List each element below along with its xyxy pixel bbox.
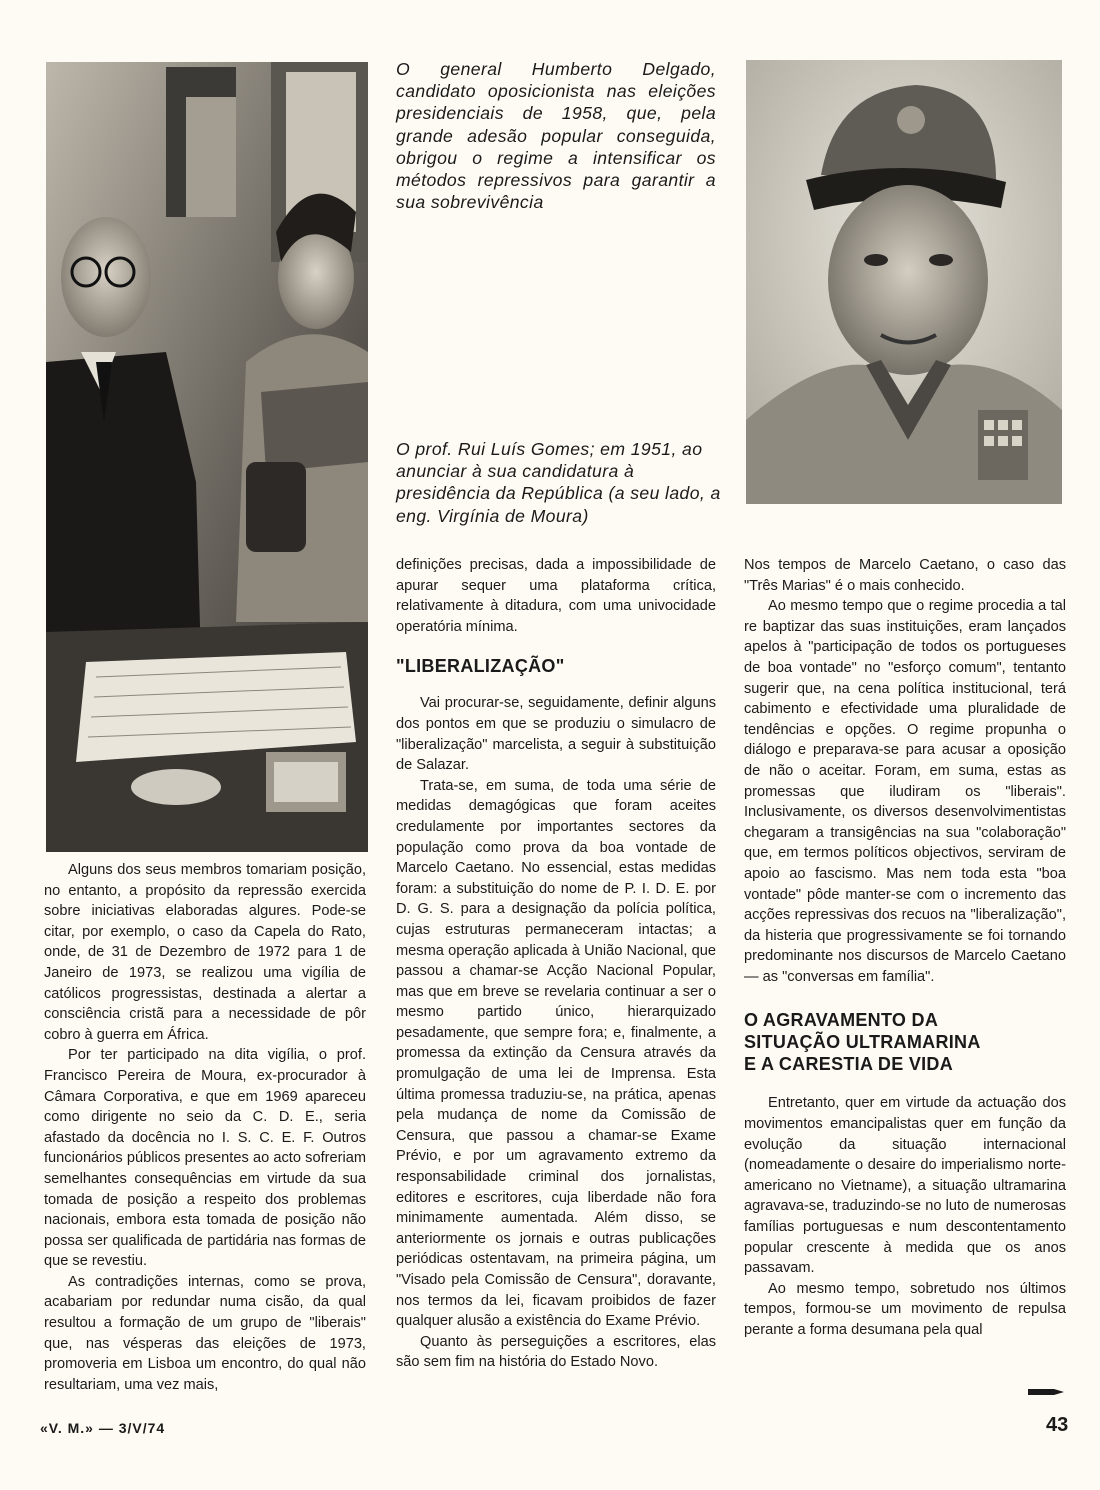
section-heading-line-3: E A CARESTIA DE VIDA [744, 1054, 954, 1075]
section-heading-line-2: SITUAÇÃO ULTRAMARINA [744, 1032, 981, 1053]
column-2 [396, 555, 716, 1373]
col2-paragraph-1: definições precisas, dada a impossibilidade de apurar sequer uma plataforma crítica, relativamente à ditadura, com uma univocidade operatória mínima. [396, 557, 716, 635]
col1-paragraph-2: Por ter participado na dita vigília, o prof. Francisco Pereira de Moura, ex-procurador à Câmara Corporativa, e que em 1969 apareceu como dirigente no seio da C. D. E., seria afastado da docência no I. S. C. E. F. Outros funcionários públicos presentes ao acto sofreriam semelhantes consequências em virtude da sua tomada de posição a respeito dos problemas nacionais, embora esta tomada de posição não possa ser qualificada de partidária nas formas de que se revestiu. [44, 1047, 366, 1270]
col2-paragraph-3: Trata-se, em suma, de toda uma série de medidas demagógicas que foram aceites credulamente por importantes sectores da população como prova da boa vontade de Marcelo Caetano. No essencial, estas medidas foram: a substituição do nome de P. I. D. E. por D. G. S. para a designação da polícia política, cujas estruturas permaneceram intactas; a mesma operação aplicada à União Nacional, que passou a chamar-se Acção Nacional Popular, mas que em breve se revelaria continuar a ser o mesmo partido único, hierarquizado pesadamente, que sempre fora; e, finalmente, a promessa da extinção da Censura através da promulgação de uma lei de Imprensa. Esta última promessa traduziu-se, na prática, apenas pela mudança de nome da Comissão de Censura, que passou a chamar-se Exame Prévio, e por um agravamento extremo da responsabilidade criminal dos jornalistas, editores e escritores, cuja liberdade não fora minimamente aumentada. Além disso, se anteriormente os jornais e outras publicações periódicas ostentavam, na primeira página, um "Visado pela Comissão de Censura", doravante, nos termos da lei, ficavam proibidos de fazer qualquer alusão a existência do Exame Prévio. [396, 777, 716, 1330]
page-number: 43 [1046, 1414, 1069, 1436]
col3-paragraph-2: Ao mesmo tempo que o regime procedia a tal re baptizar das suas instituições, eram lançados apelos à "participação de todos os portugueses de boa vontade" no "esforço comum", tentanto sugerir que, na cena política institucional, terá cabimento e efectividade uma pluralidade de tendências e opções. O regime propunha o diálogo e preparava-se para acusar a oposição de não o aceitar. Foram, em suma, estas as promessas que iludiram os "liberais". Inclusivamente, os diversos desenvolvimentistas chegaram a transigências na sua "colaboração" que, em termos políticos objectivos, serviram de apoio ao fascismo. Mas nem toda esta "boa vontade" pôde manter-se com o incremento das acções repressivas dos recuos na "liberalização", da histeria que progressivamente se foi tornando predominante nos discursos de Marcelo Caetano — as "conversas em família". [744, 598, 1066, 985]
continue-arrow-icon [1028, 1387, 1064, 1397]
photo-rui-luis-gomes-image [46, 62, 368, 852]
caption-humberto-delgado: O general Humberto Delgado, candidato oposicionista nas eleições presidenciais de 1958, que, pela grande adesão popular conseguida, obrigou o regime a intensificar os métodos repressivos para garantir a sua sobrevivência [396, 59, 716, 213]
col3-paragraph-3: Entretanto, quer em virtude da actuação dos movimentos emancipalistas quer em função da evolução da situação internacional (nomeadamente o desaire do imperialismo norte-americano no Vietname), a situação ultramarina agravava-se, traduzindo-se no luto de numerosas famílias portuguesas e num descontentamento popular crescente à medida que os anos passavam. [744, 1095, 1066, 1277]
photo-humberto-delgado [746, 60, 1062, 504]
caption-rui-luis-gomes: O prof. Rui Luís Gomes; em 1951, ao anunciar à sua candidatura à presidência da República (a seu lado, a eng. Virgínia de Moura) [396, 439, 721, 526]
col3-paragraph-4: Ao mesmo tempo, sobretudo nos últimos tempos, formou-se um movimento de repulsa perante a forma desumana pela qual [744, 1280, 1066, 1338]
col2-paragraph-4: Quanto às perseguições a escritores, elas são sem fim na história do Estado Novo. [396, 1333, 716, 1371]
section-heading-liberalizacao: "LIBERALIZAÇÃO" [396, 656, 565, 677]
column-3 [744, 555, 1066, 1341]
photo-humberto-delgado-image [746, 60, 1062, 504]
section-heading-agravamento [744, 1009, 1066, 1075]
col1-paragraph-1: Alguns dos seus membros tomariam posição, no entanto, a propósito da repressão exercida sobre iniciativas elaboradas algures. Pode-se citar, por exemplo, o caso da Capela do Rato, onde, de 31 de Dezembro de 1972 para 1 de Janeiro de 1973, se realizou uma vigília de católicos progressistas, destinada a alertar a consciência cristã para a necessidade de pôr cobro à guerra em África. [44, 862, 366, 1043]
column-1 [44, 860, 366, 1395]
col3-paragraph-1: Nos tempos de Marcelo Caetano, o caso das "Três Marias" é o mais conhecido. [744, 557, 1066, 594]
col2-paragraph-2: Vai procurar-se, seguidamente, definir alguns dos pontos em que se produziu o simulacro de "liberalização" marcelista, a seguir à substituição de Salazar. [396, 695, 716, 774]
col1-paragraph-3: As contradições internas, como se prova, acabariam por redundar numa cisão, da qual resultou a formação de um grupo de "liberais" que, nas vésperas das eleições de 1973, promoveria em Lisboa um encontro, do qual não resultariam, uma vez mais, [44, 1273, 366, 1393]
photo-rui-luis-gomes [46, 62, 368, 852]
footer-issue-date: «V. M.» — 3/V/74 [40, 1420, 166, 1436]
section-heading-line-1: O AGRAVAMENTO DA [744, 1010, 939, 1031]
